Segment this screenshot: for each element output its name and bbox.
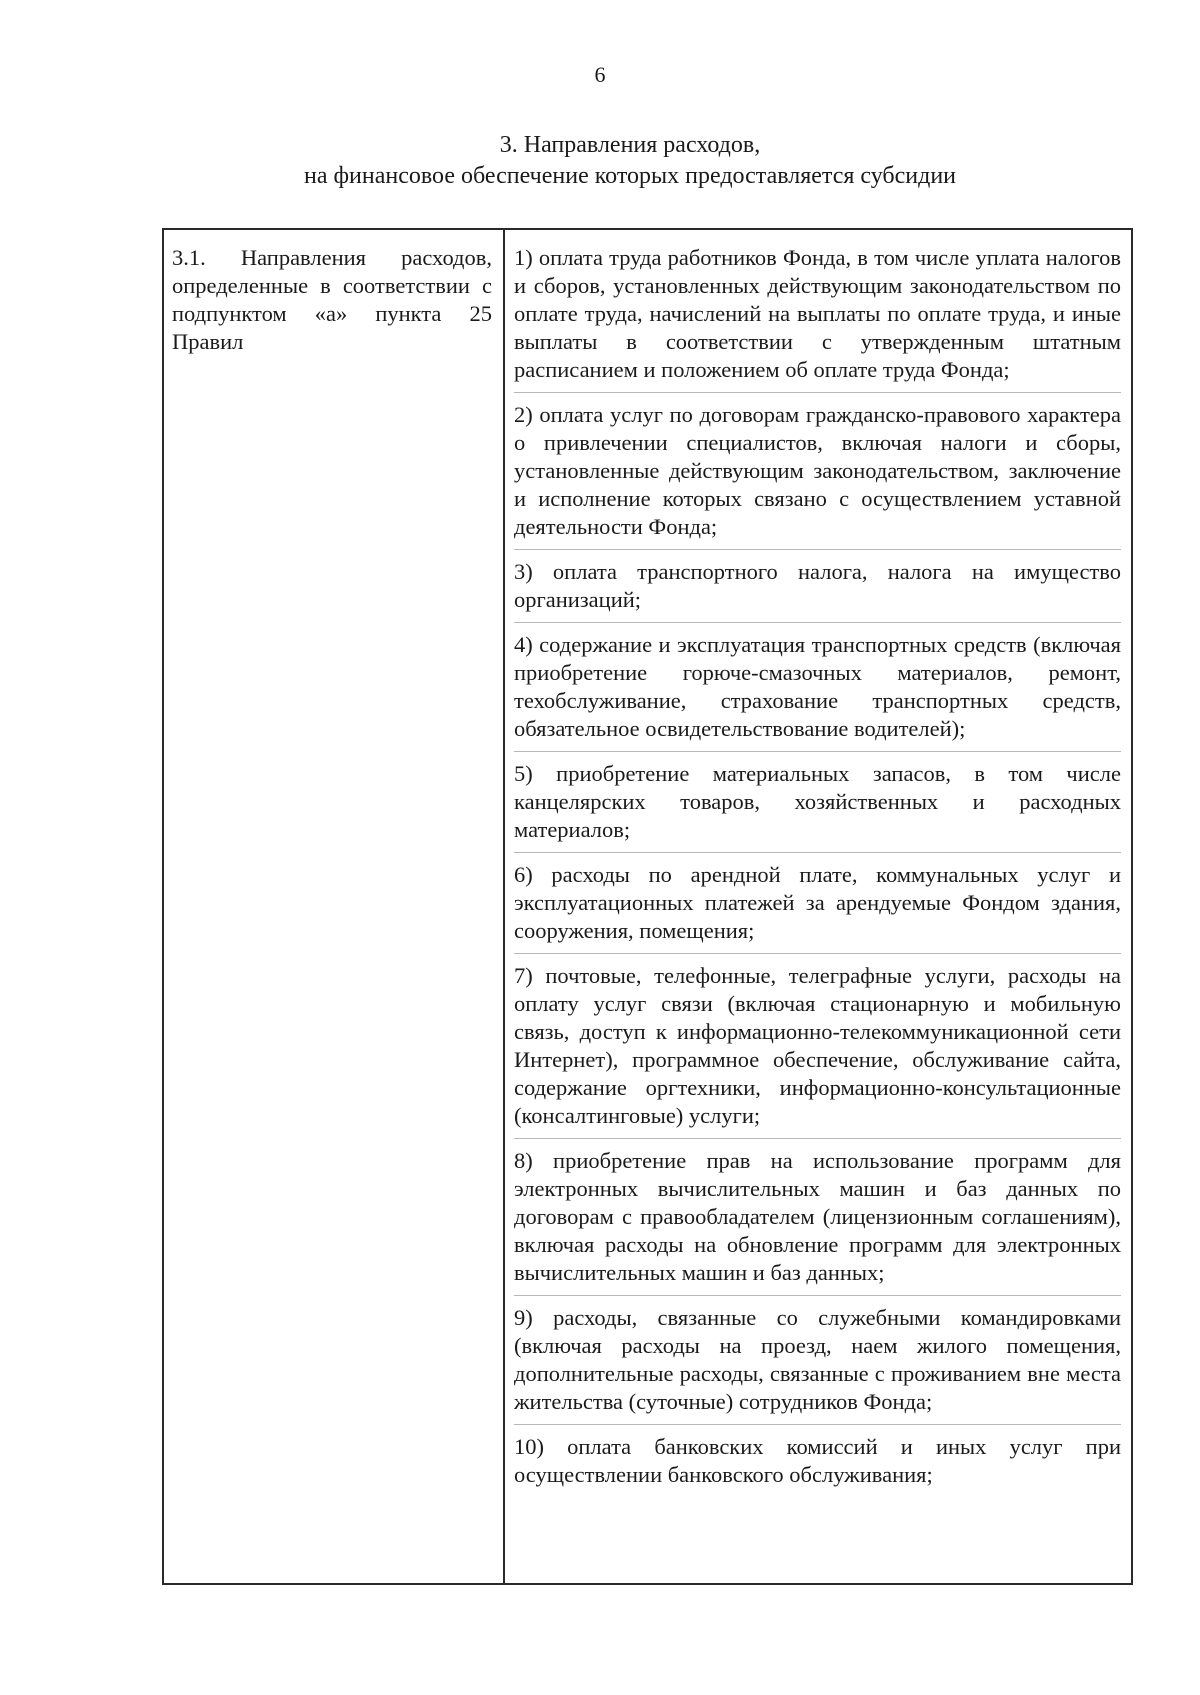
expense-item-5: 5) приобретение материальных запасов, в том числе канцелярских товаров, хозяйственных и расходных материалов; [514, 760, 1121, 853]
expense-items-list [514, 244, 1121, 1497]
expense-item-4: 4) содержание и эксплуатация транспортных средств (включая приобретение горюче-смазочных материалов, ремонт, техобслуживание, страхование транспортных средств, обязательное освидетельствование водителей); [514, 631, 1121, 752]
expense-item-3: 3) оплата транспортного налога, налога на имущество организаций; [514, 558, 1121, 623]
expense-item-6: 6) расходы по арендной плате, коммунальных услуг и эксплуатационных платежей за арендуемые Фондом здания, сооружения, помещения; [514, 861, 1121, 954]
expense-directions-table [162, 228, 1133, 1585]
expense-item-8: 8) приобретение прав на использование программ для электронных вычислительных машин и баз данных по договорам с правообладателем (лицензионным соглашениям), включая расходы на обновление программ для электронных вычислительных машин и баз данных; [514, 1147, 1121, 1296]
section-title-line-1: 3. Направления расходов, [499, 132, 761, 158]
expense-item-10: 10) оплата банковских комиссий и иных услуг при осуществлении банковского обслуживания; [514, 1434, 1121, 1487]
column-divider [503, 230, 505, 1583]
expense-item-2: 2) оплата услуг по договорам гражданско-правового характера о привлечении специалистов, включая налоги и сборы, установленные действующим законодательством, заключение и исполнение которых связано с осуществлением уставной деятельности Фонда; [514, 401, 1121, 550]
page-number: 6 [594, 62, 606, 87]
expense-item-1: 1) оплата труда работников Фонда, в том числе уплата налогов и сборов, установленных действующим законодательством по оплате труда, начислений на выплаты по оплате труда, и иные выплаты в соответствии с утвержденным штатным расписанием и положением об оплате труда Фонда; [514, 244, 1121, 393]
expense-item-7: 7) почтовые, телефонные, телеграфные услуги, расходы на оплату услуг связи (включая стационарную и мобильную связь, доступ к информационно-телекоммуникационной сети Интернет), программное обеспечение, обслуживание сайта, содержание оргтехники, информационно-консультационные (консалтинговые) услуги; [514, 962, 1121, 1139]
section-title [150, 130, 1110, 192]
expense-category-cell: 3.1. Направления расходов, определенные в соответствии с подпунктом «а» пункта 25 Правил [172, 245, 492, 354]
section-title-line-2: на финансовое обеспечение которых предоставляется субсидии [303, 163, 957, 189]
expense-item-9: 9) расходы, связанные со служебными командировками (включая расходы на проезд, наем жилого помещения, дополнительные расходы, связанные с проживанием вне места жительства (суточные) сотрудников Фонда; [514, 1304, 1121, 1425]
